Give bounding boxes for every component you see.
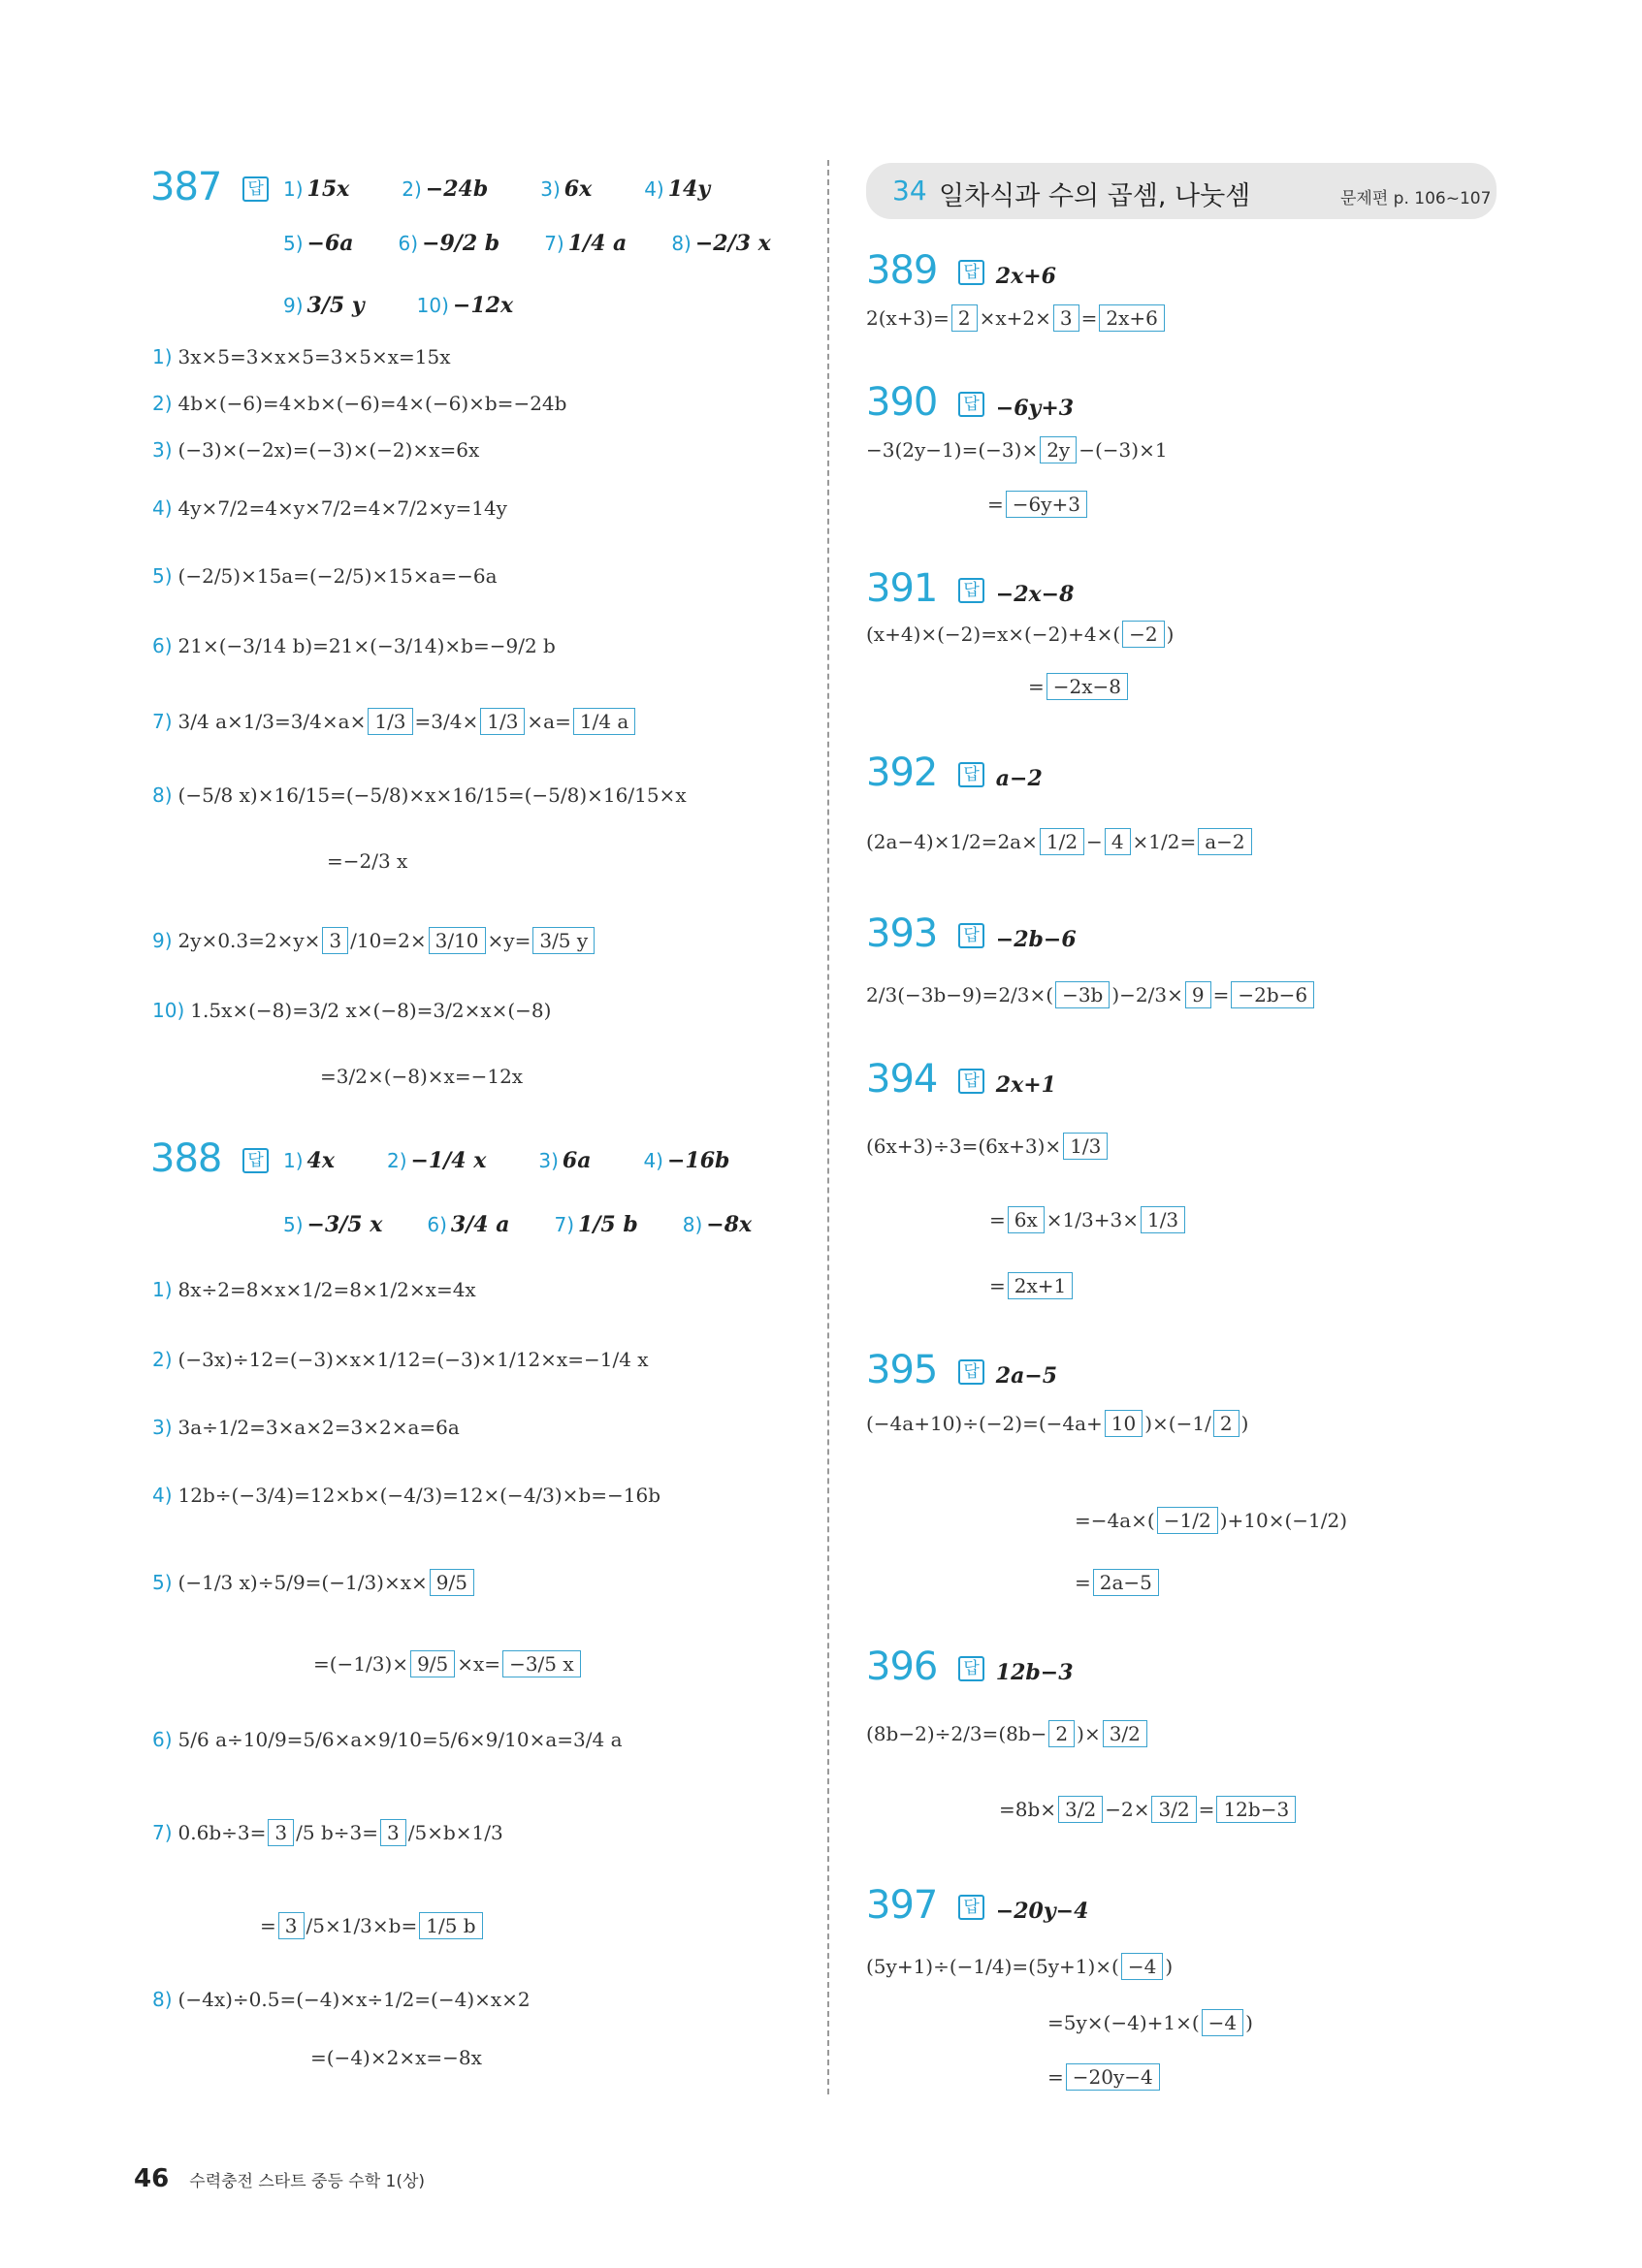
page-footer bbox=[134, 2164, 425, 2193]
solution-line: =8b× 3/2 −2× 3/2 = 12b−3 bbox=[999, 1796, 1298, 1823]
problem-number: 393 bbox=[866, 911, 938, 956]
answer-box: 3 bbox=[268, 1819, 294, 1846]
solution-line: 7) 0.6b÷3= 3 /5 b÷3= 3 /5×b×1/3 bbox=[152, 1821, 503, 1844]
solution-line: 9) 2y×0.3=2×y× 3 /10=2× 3/10 ×y= 3/5 y bbox=[152, 927, 596, 954]
answer-box: 3 bbox=[380, 1819, 406, 1846]
answer-value: 2a−5 bbox=[995, 1363, 1058, 1389]
solution-line: (5y+1)÷(−1/4)=(5y+1)×( −4 ) bbox=[866, 1955, 1174, 1978]
answer-row: 1) 15x 2) −24b 3) 6x 4) 14y bbox=[283, 176, 711, 202]
answer-row: 5) −6a 6) −9/2 b 7) 1/4 a 8) −2/3 x bbox=[283, 231, 771, 256]
solution-line: = 2a−5 bbox=[1075, 1569, 1161, 1596]
solution-line: 2) (−3x)÷12=(−3)×x×1/12=(−3)×1/12×x=−1/4 x bbox=[152, 1348, 649, 1371]
solution-line: =3/2×(−8)×x=−12x bbox=[320, 1065, 524, 1088]
answer-box: 3/5 y bbox=[532, 927, 595, 954]
answer-box: 10 bbox=[1105, 1410, 1143, 1437]
answer-badge: 답 bbox=[958, 1656, 983, 1681]
answer-value: −2x−8 bbox=[995, 582, 1075, 607]
solution-line: 2(x+3)= 2 ×x+2× 3 = 2x+6 bbox=[866, 304, 1167, 332]
answer-box: 1/3 bbox=[480, 708, 525, 735]
problem-header bbox=[150, 1136, 280, 1181]
solution-line: −3(2y−1)=(−3)× 2y −(−3)×1 bbox=[866, 438, 1168, 462]
answer-badge: 답 bbox=[958, 392, 983, 417]
page-number: 46 bbox=[134, 2164, 170, 2193]
problem-header bbox=[866, 911, 1077, 956]
answer-box: −4 bbox=[1202, 2009, 1243, 2036]
answer-box: 1/3 bbox=[1063, 1133, 1108, 1160]
solution-line: 4) 4y×7/2=4×y×7/2=4×7/2×y=14y bbox=[152, 496, 507, 520]
answer-box: −3/5 x bbox=[502, 1650, 581, 1677]
answer-box: 1/3 bbox=[1141, 1206, 1185, 1233]
answer-value: 12b−3 bbox=[995, 1660, 1074, 1685]
problem-number: 392 bbox=[866, 751, 938, 795]
answer-box: −2x−8 bbox=[1046, 673, 1128, 700]
solution-line: = −20y−4 bbox=[1047, 2063, 1162, 2091]
answer-box: 2a−5 bbox=[1093, 1569, 1159, 1596]
solution-line: (8b−2)÷2/3=(8b− 2 )× 3/2 bbox=[866, 1720, 1149, 1747]
solution-line: 5) (−2/5)×15a=(−2/5)×15×a=−6a bbox=[152, 564, 498, 588]
problem-number: 395 bbox=[866, 1348, 938, 1392]
solution-line: = 3 /5×1/3×b= 1/5 b bbox=[260, 1912, 485, 1939]
answer-box: 2 bbox=[1213, 1410, 1240, 1437]
solution-line: 7) 3/4 a×1/3=3/4×a× 1/3 =3/4× 1/3 ×a= 1/4 a bbox=[152, 708, 637, 735]
answer-box: 9 bbox=[1185, 981, 1211, 1008]
solution-line: 6) 21×(−3/14 b)=21×(−3/14)×b=−9/2 b bbox=[152, 634, 556, 657]
answer-badge: 답 bbox=[958, 1895, 983, 1920]
problem-number: 391 bbox=[866, 566, 938, 611]
problem-header bbox=[866, 566, 1074, 611]
solution-line: (6x+3)÷3=(6x+3)× 1/3 bbox=[866, 1133, 1110, 1160]
section-title: 일차식과 수의 곱셈, 나눗셈 bbox=[939, 181, 1251, 211]
problem-header bbox=[866, 1645, 1074, 1689]
answer-box: 2 bbox=[1048, 1720, 1075, 1747]
solution-line: =−4a×( −1/2 )+10×(−1/2) bbox=[1075, 1509, 1348, 1532]
solution-line: 2) 4b×(−6)=4×b×(−6)=4×(−6)×b=−24b bbox=[152, 392, 567, 415]
solution-line: = −2x−8 bbox=[1028, 673, 1130, 700]
section-number: 34 bbox=[892, 175, 927, 207]
solution-line: 8) (−4x)÷0.5=(−4)×x÷1/2=(−4)×x×2 bbox=[152, 1988, 531, 2011]
solution-line: = 6x ×1/3+3× 1/3 bbox=[989, 1206, 1187, 1233]
answer-row: 9) 3/5 y 10) −12x bbox=[283, 293, 514, 318]
answer-badge: 답 bbox=[958, 762, 983, 787]
solution-line: = −6y+3 bbox=[987, 491, 1089, 518]
answer-value: −6y+3 bbox=[995, 396, 1075, 421]
answer-box: 12b−3 bbox=[1216, 1796, 1296, 1823]
solution-line: 1) 8x÷2=8×x×1/2=8×1/2×x=4x bbox=[152, 1278, 476, 1301]
problem-number: 396 bbox=[866, 1645, 938, 1689]
problem-number: 389 bbox=[866, 248, 938, 293]
solution-line: 3) (−3)×(−2x)=(−3)×(−2)×x=6x bbox=[152, 438, 480, 462]
solution-line: =5y×(−4)+1×( −4 ) bbox=[1047, 2011, 1253, 2034]
answer-row: 1) 4x 2) −1/4 x 3) 6a 4) −16b bbox=[283, 1148, 730, 1173]
problem-header bbox=[866, 1883, 1088, 1928]
answer-box: 3 bbox=[322, 927, 348, 954]
answer-badge: 답 bbox=[958, 1359, 983, 1385]
answer-box: 9/5 bbox=[410, 1650, 455, 1677]
answer-box: 3/2 bbox=[1058, 1796, 1103, 1823]
answer-box: 3 bbox=[278, 1912, 305, 1939]
answer-box: 3/10 bbox=[429, 927, 486, 954]
answer-badge: 답 bbox=[958, 923, 983, 948]
answer-row: 5) −3/5 x 6) 3/4 a 7) 1/5 b 8) −8x bbox=[283, 1212, 753, 1237]
answer-box: 1/3 bbox=[368, 708, 412, 735]
problem-header bbox=[866, 380, 1074, 425]
problem-number: 394 bbox=[866, 1057, 938, 1102]
answer-box: 1/5 b bbox=[419, 1912, 482, 1939]
answer-value: 2x+6 bbox=[995, 264, 1056, 289]
solution-line: 6) 5/6 a÷10/9=5/6×a×9/10=5/6×9/10×a=3/4 a bbox=[152, 1728, 623, 1751]
problem-header bbox=[866, 751, 1043, 795]
answer-value: 2x+1 bbox=[995, 1072, 1056, 1098]
answer-value: a−2 bbox=[995, 766, 1043, 791]
problem-number: 390 bbox=[866, 380, 938, 425]
answer-badge: 답 bbox=[958, 578, 983, 603]
solution-line: 8) (−5/8 x)×16/15=(−5/8)×x×16/15=(−5/8)×16/15×x bbox=[152, 783, 687, 807]
solution-line: 3) 3a÷1/2=3×a×2=3×2×a=6a bbox=[152, 1416, 460, 1439]
solution-line: 1) 3x×5=3×x×5=3×5×x=15x bbox=[152, 345, 451, 368]
answer-box: 3/2 bbox=[1151, 1796, 1196, 1823]
solution-line: (x+4)×(−2)=x×(−2)+4×( −2 ) bbox=[866, 623, 1175, 646]
answer-box: 3/2 bbox=[1103, 1720, 1147, 1747]
solution-line: 5) (−1/3 x)÷5/9=(−1/3)×x× 9/5 bbox=[152, 1569, 476, 1596]
problem-header bbox=[866, 248, 1056, 293]
answer-box: 2y bbox=[1040, 436, 1077, 463]
answer-badge: 답 bbox=[958, 1069, 983, 1094]
answer-box: −1/2 bbox=[1157, 1507, 1218, 1534]
problem-number: 388 bbox=[150, 1136, 222, 1181]
answer-value: −2b−6 bbox=[995, 927, 1077, 952]
problem-number: 397 bbox=[866, 1883, 938, 1928]
solution-line: 2/3(−3b−9)=2/3×( −3b )−2/3× 9 = −2b−6 bbox=[866, 981, 1316, 1008]
answer-box: 9/5 bbox=[430, 1569, 474, 1596]
answer-box: −2b−6 bbox=[1231, 981, 1314, 1008]
column-divider bbox=[827, 160, 829, 2094]
problem-header bbox=[866, 1348, 1057, 1392]
answer-badge: 답 bbox=[958, 260, 983, 285]
solution-line: =(−4)×2×x=−8x bbox=[310, 2046, 482, 2069]
solution-line: (−4a+10)÷(−2)=(−4a+ 10 )×(−1/ 2 ) bbox=[866, 1412, 1249, 1435]
problem-header bbox=[866, 1057, 1056, 1102]
answer-badge: 답 bbox=[242, 1148, 268, 1173]
answer-box: 2x+6 bbox=[1099, 304, 1165, 332]
solution-line: 10) 1.5x×(−8)=3/2 x×(−8)=3/2×x×(−8) bbox=[152, 999, 552, 1022]
solution-line: = 2x+1 bbox=[989, 1272, 1075, 1299]
solution-line: 4) 12b÷(−3/4)=12×b×(−4/3)=12×(−4/3)×b=−16b bbox=[152, 1484, 661, 1507]
answer-box: −2 bbox=[1122, 621, 1164, 648]
answer-box: 2x+1 bbox=[1008, 1272, 1074, 1299]
answer-box: 3 bbox=[1053, 304, 1079, 332]
solution-line: =−2/3 x bbox=[327, 849, 408, 873]
section-page-reference: 문제편 p. 106~107 bbox=[1340, 189, 1492, 208]
answer-value: −20y−4 bbox=[995, 1899, 1089, 1924]
book-title: 수력충전 스타트 중등 수학 1(상) bbox=[189, 2172, 426, 2191]
answer-box: 4 bbox=[1105, 828, 1131, 855]
problem-header bbox=[150, 165, 280, 209]
answer-box: a−2 bbox=[1198, 828, 1251, 855]
solution-line: =(−1/3)× 9/5 ×x= −3/5 x bbox=[313, 1650, 583, 1677]
answer-box: −20y−4 bbox=[1066, 2063, 1160, 2091]
answer-box: 6x bbox=[1008, 1206, 1045, 1233]
solution-line: (2a−4)×1/2=2a× 1/2 − 4 ×1/2= a−2 bbox=[866, 828, 1254, 855]
answer-box: −3b bbox=[1055, 981, 1110, 1008]
answer-box: −4 bbox=[1121, 1953, 1163, 1980]
answer-box: 1/4 a bbox=[573, 708, 635, 735]
answer-badge: 답 bbox=[242, 176, 268, 202]
answer-box: 1/2 bbox=[1040, 828, 1084, 855]
answer-box: −6y+3 bbox=[1006, 491, 1087, 518]
answer-box: 2 bbox=[951, 304, 978, 332]
problem-number: 387 bbox=[150, 165, 222, 209]
